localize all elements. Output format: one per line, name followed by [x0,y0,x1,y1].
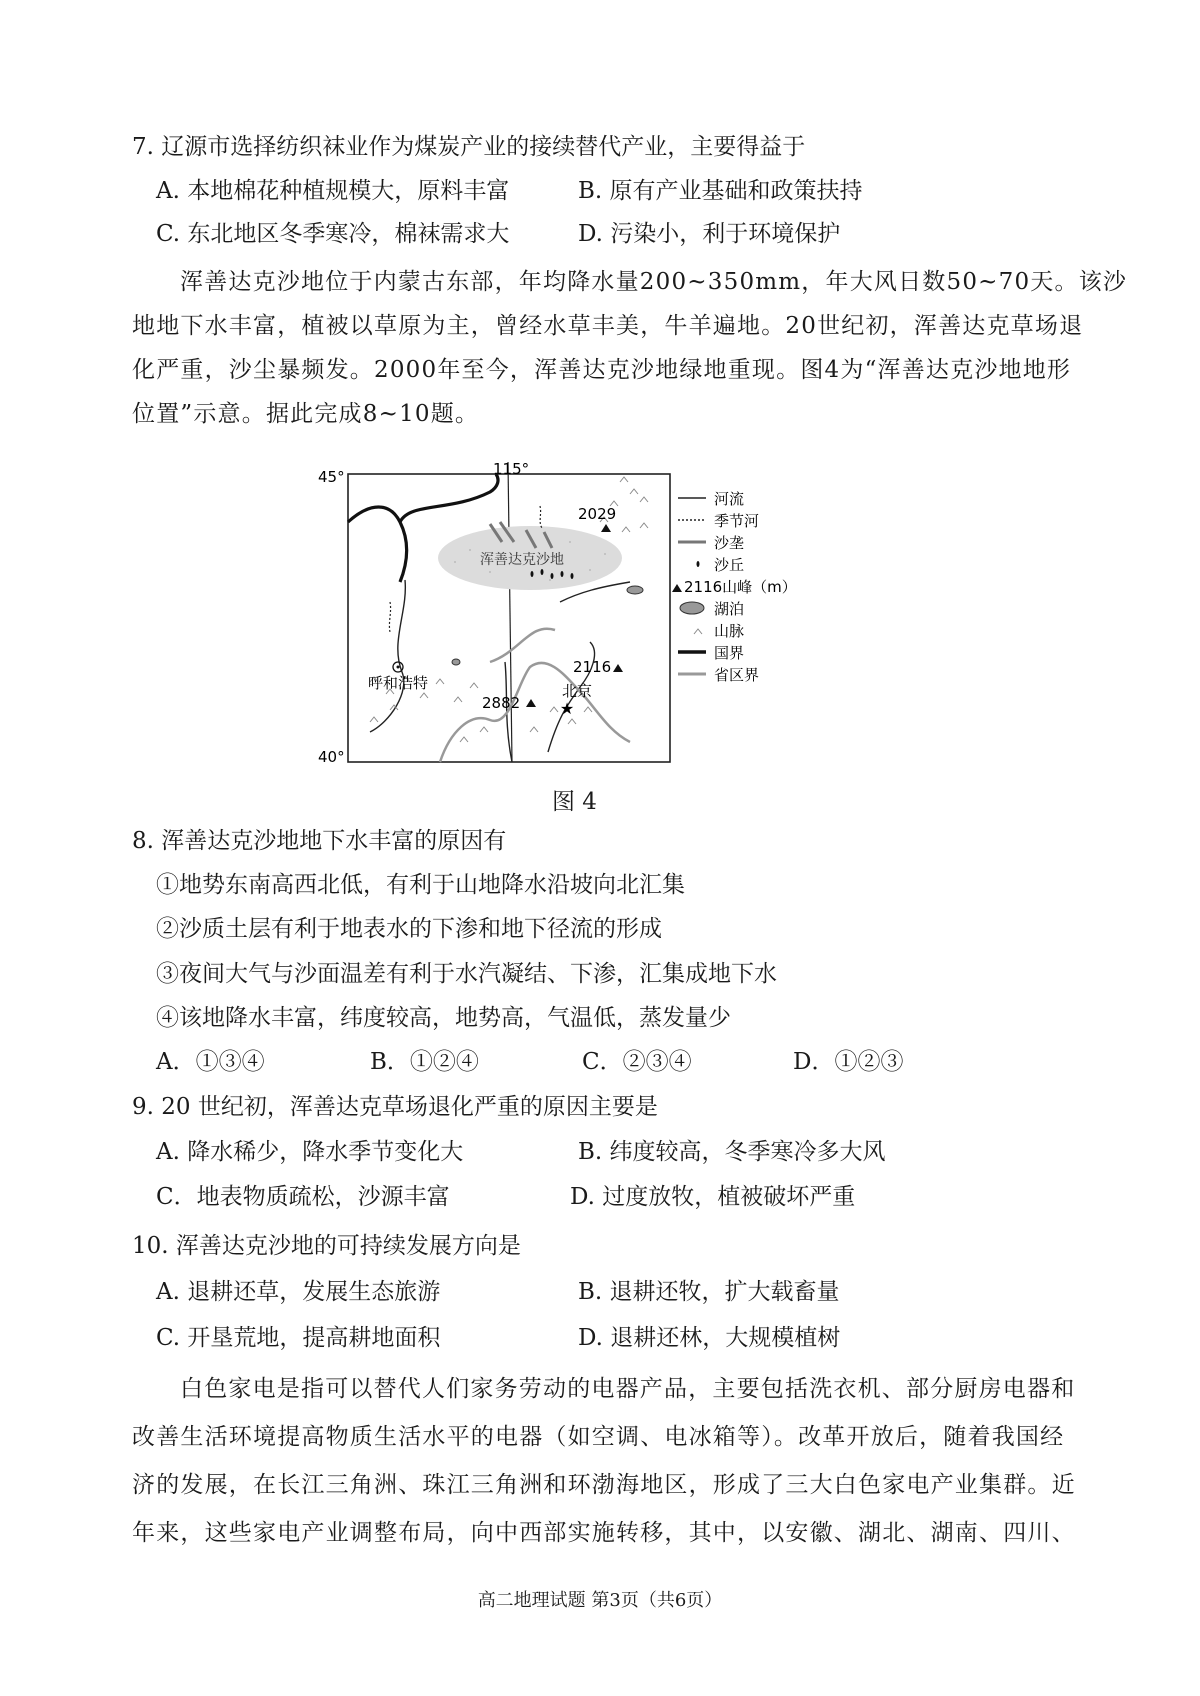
legend-sand-dune: 沙丘 [714,556,745,574]
legend-lake: 湖泊 [714,600,745,618]
q7-option-c: C. 东北地区冬季寒冷，棉袜需求大 [156,221,510,247]
peak3-label: 2882 [482,694,521,712]
passage2-line4: 年来，这些家电产业调整布局，向中西部实施转移，其中，以安徽、湖北、湖南、四川、 [132,1520,1076,1546]
q9-option-d: D. 过度放牧，植被破坏严重 [570,1184,856,1210]
q10-stem: 10. 浑善达克沙地的可持续发展方向是 [132,1233,521,1259]
region-label: 浑善达克沙地 [480,552,564,568]
passage1-line1: 浑善达克沙地位于内蒙古东部，年均降水量200~350mm，年大风日数50~70天。该沙 [180,269,1128,295]
passage1-line3: 化严重，沙尘暴频发。2000年至今，浑善达克沙地绿地重现。图4为“浑善达克沙地地形 [132,357,1072,383]
passage1-line2: 地地下水丰富，植被以草原为主，曾经水草丰美，牛羊遍地。20世纪初，浑善达克草场退 [132,313,1084,339]
lon-label: 115° [493,460,530,478]
lat-bottom-label: 40° [318,748,345,766]
q10-option-b: B. 退耕还牧，扩大载畜量 [578,1279,840,1305]
q10-option-d: D. 退耕还林，大规模植树 [578,1325,841,1351]
q9-option-b: B. 纬度较高，冬季寒冷多大风 [578,1139,886,1165]
beijing-star-icon: ★ [559,699,575,718]
legend-river: 河流 [714,490,745,508]
city2-label: 北京 [562,682,593,700]
q8-option-d: D．①②③ [793,1049,904,1075]
q8-option-b: B．①②④ [370,1049,479,1075]
q8-option-a: A．①③④ [156,1049,265,1075]
passage2-line2: 改善生活环境提高物质生活水平的电器（如空调、电冰箱等）。改革开放后，随着我国经 [132,1424,1065,1450]
q8-statement-3: ③夜间大气与沙面温差有利于水汽凝结、下渗，汇集成地下水 [156,961,777,987]
lake-2 [452,659,460,665]
figure-4-map [318,460,870,782]
legend-sand-ridge: 沙垄 [714,534,745,552]
q8-stem: 8. 浑善达克沙地地下水丰富的原因有 [132,828,507,854]
q7-stem: 7. 辽源市选择纺织袜业作为煤炭产业的接续替代产业，主要得益于 [132,134,806,160]
legend-mountain: 山脉 [714,622,745,640]
q8-statement-1: ①地势东南高西北低，有利于山地降水沿坡向北汇集 [156,872,685,898]
legend-national-border: 国界 [714,644,745,662]
figure-caption: 图 4 [552,789,597,815]
q10-option-c: C. 开垦荒地，提高耕地面积 [156,1325,441,1351]
legend-seasonal-river: 季节河 [714,512,760,530]
q8-statement-4: ④该地降水丰富，纬度较高，地势高，气温低，蒸发量少 [156,1005,731,1031]
passage2-line3: 济的发展，在长江三角洲、珠江三角洲和环渤海地区，形成了三大白色家电产业集群。近 [132,1472,1076,1498]
q10-option-a: A. 退耕还草，发展生态旅游 [156,1279,441,1305]
passage1-line4: 位置”示意。据此完成8~10题。 [132,401,480,427]
lat-top-label: 45° [318,468,345,486]
page-footer: 高二地理试题 第3页（共6页） [477,1590,723,1611]
q8-statement-2: ②沙质土层有利于地表水的下渗和地下径流的形成 [156,916,662,942]
q9-option-a: A. 降水稀少，降水季节变化大 [156,1139,464,1165]
city1-label: 呼和浩特 [368,674,429,692]
lake-1 [627,586,643,594]
peak1-label: 2029 [578,505,617,523]
passage2-line1: 白色家电是指可以替代人们家务劳动的电器产品，主要包括洗衣机、部分厨房电器和 [180,1376,1076,1402]
q7-option-a: A. 本地棉花种植规模大，原料丰富 [156,178,510,204]
legend-peak: 2116山峰（m） [684,578,797,596]
q8-option-c: C．②③④ [582,1049,692,1075]
q9-option-c: C．地表物质疏松，沙源丰富 [156,1184,450,1210]
peak2-label: 2116 [573,658,612,676]
q7-option-b: B. 原有产业基础和政策扶持 [578,178,863,204]
q9-stem: 9. 20 世纪初，浑善达克草场退化严重的原因主要是 [132,1094,658,1120]
legend-provincial-border: 省区界 [714,666,760,684]
q7-option-d: D. 污染小，利于环境保护 [578,221,841,247]
